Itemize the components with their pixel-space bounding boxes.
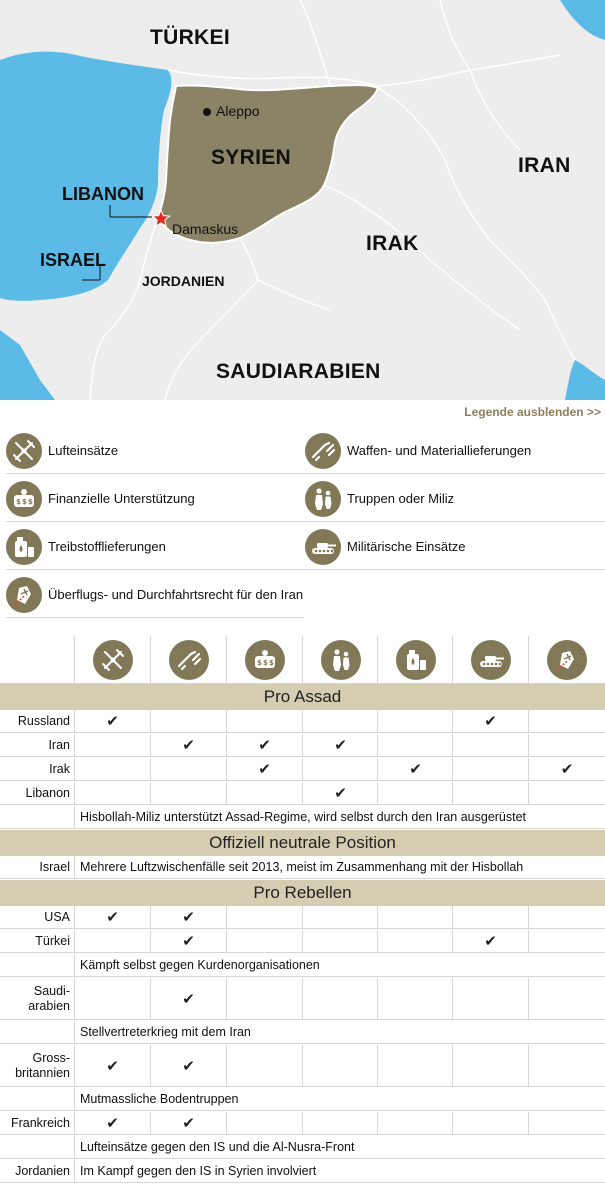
table-cell (74, 930, 150, 952)
table-cell (528, 978, 605, 1019)
table-cell (377, 734, 453, 756)
section-header: Pro Assad (0, 684, 605, 710)
country-cell: Iran (48, 737, 70, 752)
table-header-cell (377, 636, 453, 683)
check-icon: ✔ (334, 737, 347, 754)
table-cell (528, 758, 605, 780)
table-cell (150, 710, 226, 732)
table-cell (377, 978, 453, 1019)
legend-item-overflight (6, 572, 303, 618)
tank-icon (305, 529, 341, 565)
note-cell: Stellvertreterkrieg mit dem Iran (74, 1021, 605, 1043)
note-cell: Lufteinsätze gegen den IS und die Al-Nusra-Front (74, 1136, 605, 1158)
table-cell (452, 930, 528, 952)
label-libanon: LIBANON (62, 184, 144, 204)
label-aleppo: Aleppo (216, 103, 260, 119)
table-row (0, 782, 605, 805)
table-cell (302, 906, 378, 928)
table-cell (302, 1045, 378, 1086)
label-syrien: SYRIEN (211, 146, 291, 169)
tank-icon (471, 640, 511, 680)
weapons-icon (169, 640, 209, 680)
overflight-icon (6, 577, 42, 613)
table-cell (302, 734, 378, 756)
check-icon: ✔ (484, 933, 497, 950)
note-cell: Kämpft selbst gegen Kurdenorganisationen (74, 954, 605, 976)
table-header-cell (302, 636, 378, 683)
country-cell (0, 806, 74, 828)
label-jordanien: JORDANIEN (142, 273, 225, 289)
check-icon: ✔ (560, 761, 574, 778)
table-header-cell (74, 636, 150, 683)
label-saudiarabien: SAUDIARABIEN (216, 360, 381, 383)
table-row (0, 1160, 605, 1183)
table-cell (226, 734, 302, 756)
aleppo-dot (203, 108, 211, 116)
note-cell: Hisbollah-Miliz unterstützt Assad-Regime, wird selbst durch den Iran ausgerüstet (74, 806, 605, 828)
check-icon: ✔ (484, 713, 497, 730)
table-row (0, 978, 605, 1020)
country-cell (0, 1021, 74, 1043)
table-header-cell (452, 636, 528, 683)
legend-item-tank (305, 524, 605, 570)
table-cell (74, 1045, 150, 1086)
table-cell (226, 710, 302, 732)
table-cell (226, 758, 302, 780)
section-header: Offiziell neutrale Position (0, 830, 605, 856)
svg-text:$: $ (262, 658, 268, 667)
country-cell: Libanon (25, 785, 70, 800)
table-cell (226, 1045, 302, 1086)
map (0, 0, 605, 400)
table-cell (452, 1045, 528, 1086)
table-cell (150, 758, 226, 780)
legend-item-label: Finanzielle Unterstützung (48, 491, 195, 506)
check-icon: ✔ (182, 990, 195, 1008)
table-cell (302, 930, 378, 952)
note-cell: Im Kampf gegen den IS in Syrien involviert (74, 1160, 605, 1182)
country-cell (0, 1136, 74, 1158)
table-cell (74, 906, 150, 928)
legend-item-label: Treibstofflieferungen (48, 539, 166, 554)
table-row (0, 734, 605, 757)
table-cell (150, 782, 226, 804)
table-cell (377, 906, 453, 928)
label-israel: ISRAEL (40, 250, 107, 270)
table-cell (74, 758, 150, 780)
table-cell (226, 930, 302, 952)
table-header-cell (150, 636, 226, 683)
airstrike-icon (6, 433, 42, 469)
svg-text:$: $ (268, 658, 274, 667)
airstrike-icon (93, 640, 133, 680)
country-cell: Frankreich (10, 1115, 70, 1130)
fuel-icon (396, 640, 436, 680)
check-icon: ✔ (182, 737, 195, 754)
money-icon (245, 640, 285, 680)
money-icon (6, 481, 42, 517)
table-cell (452, 1112, 528, 1134)
table-cell (150, 978, 226, 1019)
table-cell (302, 782, 378, 804)
check-icon: ✔ (409, 761, 422, 778)
svg-text:$: $ (22, 497, 27, 506)
legend-item-label: Waffen- und Materiallieferungen (347, 443, 532, 458)
note-cell: Mutmassliche Bodentruppen (74, 1088, 605, 1110)
check-icon: ✔ (182, 909, 195, 926)
table-header-cell (226, 636, 302, 683)
legend-item-label: Lufteinsätze (48, 443, 119, 458)
troops-icon (321, 640, 361, 680)
svg-text:$: $ (28, 497, 33, 506)
check-icon: ✔ (258, 737, 271, 754)
legend-item-weapons (305, 428, 605, 474)
table-cell (377, 1112, 453, 1134)
table-cell (528, 782, 605, 804)
country-cell: Gross- britannien (15, 1050, 70, 1080)
table-cell (377, 710, 453, 732)
table-cell (226, 978, 302, 1019)
table-cell (150, 930, 226, 952)
table-row (0, 930, 605, 953)
table-row (0, 1136, 605, 1159)
overflight-icon (547, 640, 587, 680)
table-cell (226, 906, 302, 928)
table-row (0, 906, 605, 929)
table-cell (302, 978, 378, 1019)
table-cell (150, 734, 226, 756)
check-icon: ✔ (106, 1115, 119, 1132)
table-cell (377, 782, 453, 804)
table-cell (452, 734, 528, 756)
country-cell: Israel (39, 859, 70, 874)
check-icon: ✔ (334, 785, 347, 802)
check-icon: ✔ (182, 1115, 195, 1132)
country-cell: USA (44, 909, 70, 924)
table-cell (74, 1112, 150, 1134)
check-icon: ✔ (182, 1057, 195, 1075)
table-cell (74, 710, 150, 732)
table-cell (302, 758, 378, 780)
table-cell (528, 734, 605, 756)
check-icon: ✔ (258, 761, 271, 778)
table-cell (528, 906, 605, 928)
section-header: Pro Rebellen (0, 880, 605, 906)
table-row (0, 710, 605, 733)
table-row (0, 954, 605, 977)
label-irak: IRAK (366, 232, 419, 255)
table-cell (377, 1045, 453, 1086)
table-header-cell (528, 636, 605, 683)
country-cell (0, 1088, 74, 1110)
red-sea (0, 330, 55, 400)
table-cell (302, 1112, 378, 1134)
country-cell (0, 954, 74, 976)
country-cell: Saudi- arabien (28, 983, 70, 1013)
table-cell (528, 1045, 605, 1086)
legend-toggle-link[interactable]: Legende ausblenden >> (464, 405, 601, 419)
label-tuerkei: TÜRKEI (150, 26, 230, 49)
table-row (0, 1021, 605, 1044)
note-cell: Mehrere Luftzwischenfälle seit 2013, meist im Zusammenhang mit der Hisbollah (74, 856, 605, 878)
table-row (0, 1045, 605, 1087)
table-cell (452, 978, 528, 1019)
table-cell (452, 710, 528, 732)
table-cell (150, 1045, 226, 1086)
label-damaskus: Damaskus (172, 221, 239, 237)
table-row (0, 856, 605, 879)
label-iran: IRAN (518, 154, 571, 177)
table-cell (452, 906, 528, 928)
legend-item-label: Truppen oder Miliz (347, 491, 455, 506)
table-cell (74, 978, 150, 1019)
table-cell (226, 782, 302, 804)
table-cell (377, 758, 453, 780)
weapons-icon (305, 433, 341, 469)
legend-item-fuel (6, 524, 303, 570)
fuel-icon (6, 529, 42, 565)
check-icon: ✔ (182, 933, 195, 950)
table-cell (302, 710, 378, 732)
table-cell (74, 734, 150, 756)
table-header-row (0, 636, 605, 684)
table-row (0, 758, 605, 781)
svg-text:$: $ (256, 658, 262, 667)
check-icon: ✔ (106, 1057, 119, 1075)
persian-gulf (565, 360, 605, 400)
table-cell (150, 1112, 226, 1134)
country-cell: Irak (49, 761, 70, 776)
legend-item-money (6, 476, 303, 522)
table-cell (528, 1112, 605, 1134)
legend-item-label: Überflugs- und Durchfahrtsrecht für den Iran (48, 587, 304, 602)
check-icon: ✔ (106, 713, 119, 730)
table-cell (528, 710, 605, 732)
table-cell (74, 782, 150, 804)
table-row (0, 1088, 605, 1111)
table-cell (452, 758, 528, 780)
table-cell (226, 1112, 302, 1134)
table-cell (452, 782, 528, 804)
country-cell: Russland (17, 713, 70, 728)
table-cell (377, 930, 453, 952)
legend-item-airstrike (6, 428, 303, 474)
country-cell: Jordanien (15, 1163, 70, 1178)
table-cell (150, 906, 226, 928)
legend-item-troops (305, 476, 605, 522)
legend-item-label: Militärische Einsätze (347, 539, 466, 554)
table-row (0, 806, 605, 829)
caspian-sea (560, 0, 605, 40)
country-cell: Türkei (35, 933, 70, 948)
troops-icon (305, 481, 341, 517)
table-row (0, 1112, 605, 1135)
svg-text:$: $ (16, 497, 21, 506)
check-icon: ✔ (106, 909, 119, 926)
table-cell (528, 930, 605, 952)
